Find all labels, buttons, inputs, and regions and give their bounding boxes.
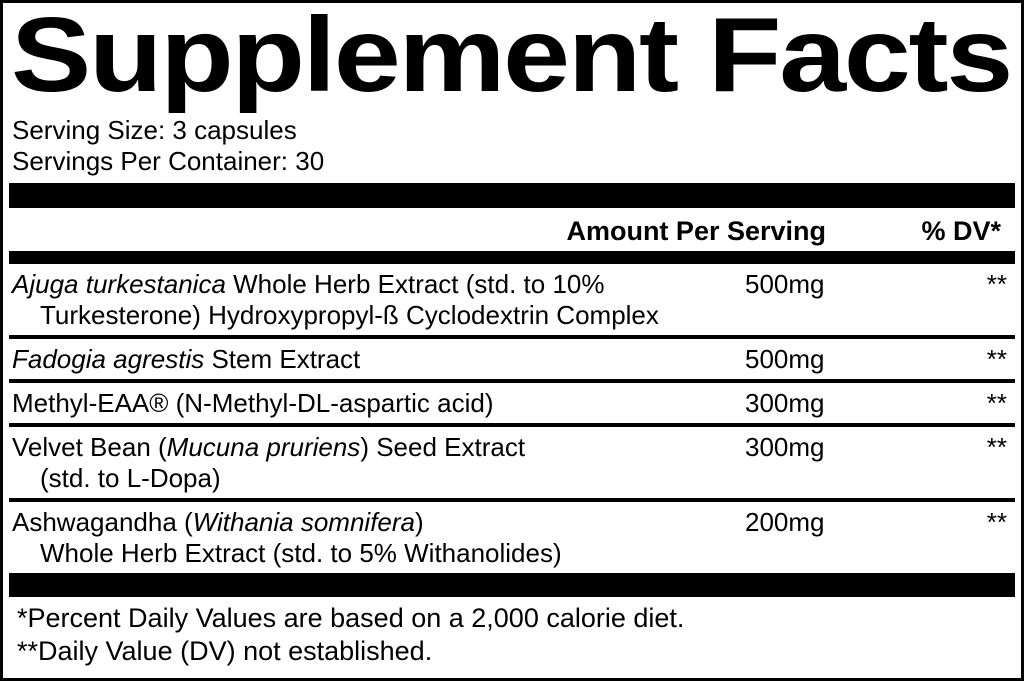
serving-info (9, 115, 1015, 177)
ingredient-name-line-continued: Whole Herb Extract (std. to 5% Withanolides) (40, 538, 562, 568)
header-divider-bar (9, 251, 1015, 264)
ingredient-name-line: Fadogia agrestis Stem Extract (12, 344, 361, 374)
ingredient-name-line-continued: Turkesterone) Hydroxypropyl-ß Cyclodextrin Complex (40, 300, 659, 330)
ingredients-body (9, 264, 1015, 573)
ingredient-name (9, 388, 745, 419)
ingredient-name-line: Velvet Bean (Mucuna pruriens) Seed Extract (12, 432, 526, 462)
ingredient-row (9, 339, 1015, 383)
ingredient-dv: ** (986, 344, 1007, 374)
ingredient-amount: 300mg (745, 388, 825, 418)
footnote-dv-not-established: **Daily Value (DV) not established. (17, 636, 433, 666)
ingredient-name-line-continued: (std. to L-Dopa) (40, 463, 221, 493)
ingredient-amount: 200mg (745, 507, 825, 537)
ingredient-amount: 300mg (745, 432, 825, 462)
ingredient-amount: 500mg (745, 344, 825, 374)
table-column-header (9, 208, 1015, 251)
ingredient-dv: ** (986, 388, 1007, 418)
ingredient-row (9, 502, 1015, 573)
ingredient-name (9, 344, 745, 375)
ingredient-name-line: Methyl-EAA® (N-Methyl-DL-aspartic acid) (12, 388, 494, 418)
ingredient-amount: 500mg (745, 269, 825, 299)
ingredient-name (9, 432, 745, 494)
ingredient-name (9, 269, 745, 331)
ingredient-row (9, 383, 1015, 427)
ingredient-row (9, 264, 1015, 339)
page-title-text: Supplement Facts (11, 0, 1011, 114)
servings-per-container: Servings Per Container: 30 (12, 146, 325, 176)
footnotes (9, 597, 1015, 668)
footnote-percent-dv: *Percent Daily Values are based on a 2,000 calorie diet. (17, 603, 685, 633)
ingredient-name (9, 507, 745, 569)
ingredient-name-line: Ashwagandha (Withania somnifera) (12, 507, 424, 537)
top-divider-bar (9, 183, 1015, 208)
page-title (9, 0, 1015, 115)
amount-per-serving-header: Amount Per Serving (566, 216, 826, 246)
ingredient-dv: ** (986, 269, 1007, 299)
bottom-divider-bar (9, 573, 1015, 597)
ingredient-dv: ** (986, 432, 1007, 462)
ingredient-name-line: Ajuga turkestanica Whole Herb Extract (std. to 10% (12, 269, 605, 299)
ingredient-row (9, 427, 1015, 502)
serving-size: Serving Size: 3 capsules (12, 115, 297, 145)
percent-dv-header: % DV* (921, 216, 1001, 246)
ingredient-dv: ** (986, 507, 1007, 537)
